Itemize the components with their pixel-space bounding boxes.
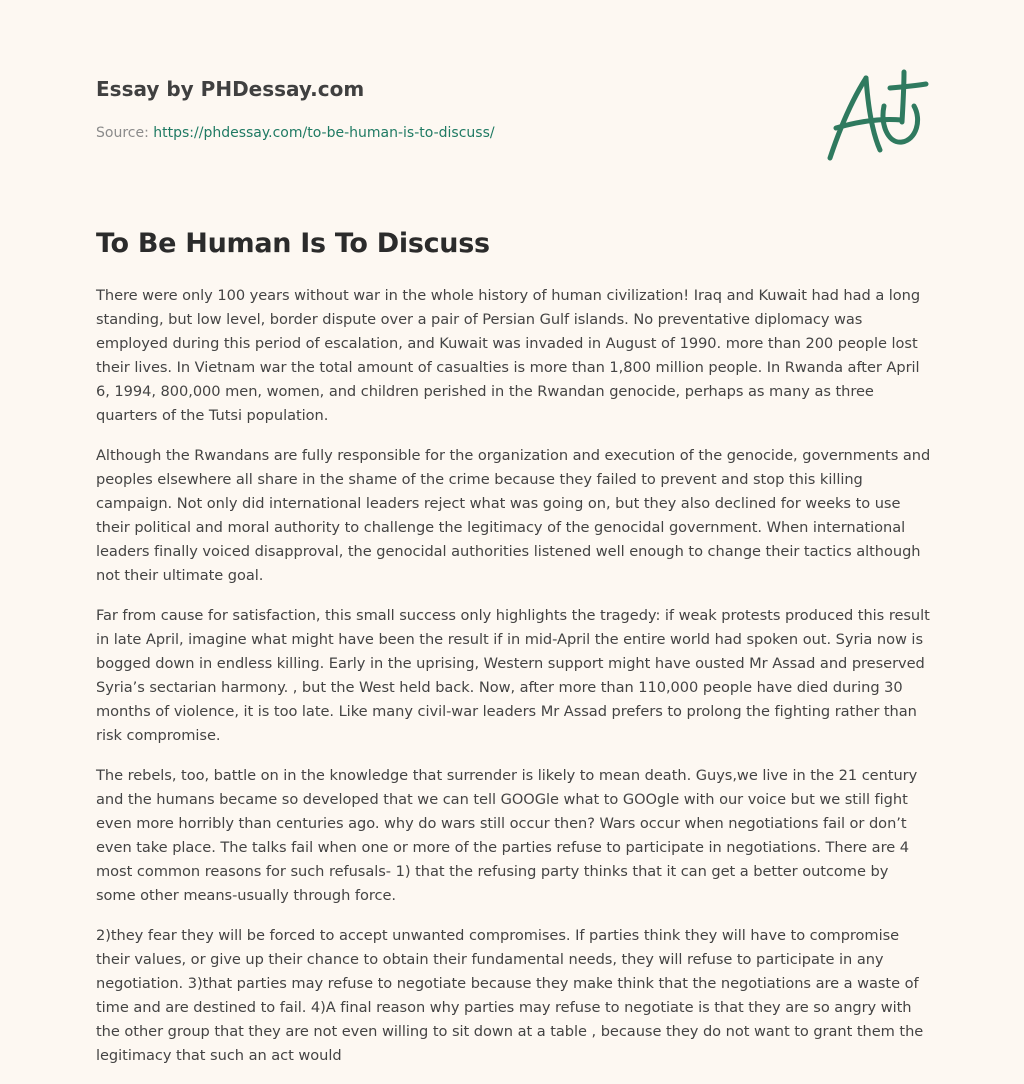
essay-body: [96, 284, 932, 1084]
essay-paragraph: There were only 100 years without war in the whole history of human civilization! Iraq and Kuwait had had a long standing, but low level, border dispute over a pair of Persian Gulf islands. No preventative diplomacy was employed during this period of escalation, and Kuwait was invaded in August of 1990. more than 200 people lost their lives. In Vietnam war the total amount of casualties is more than 1,800 million people. In Rwanda after April 6, 1994, 800,000 men, women, and children perished in the Rwandan genocide, perhaps as many as three quarters of the Tutsi population.: [96, 287, 921, 424]
essay-title: To Be Human Is To Discuss: [96, 228, 490, 259]
page-header: [96, 74, 736, 144]
essay-paragraph: Far from cause for satisfaction, this small success only highlights the tragedy: if weak protests produced this result in late April, imagine what might have been the result if in mid-April the entire world had spoken out. Syria now is bogged down in endless killing. Early in the uprising, Western support might have ousted Mr Assad and preserved Syria’s sectarian harmony. , but the West held back. Now, after more than 110,000 people have died during 30 months of violence, it is too late. Like many civil-war leaders Mr Assad prefers to prolong the fighting rather than risk compromise.: [96, 607, 930, 744]
essay-paragraph: 2)they fear they will be forced to accept unwanted compromises. If parties think they will have to compromise their values, or give up their chance to obtain their fundamental needs, they will refuse to participate in any negotiation. 3)that parties may refuse to negotiate because they make think that the negotiations are a waste of time and are destined to fail. 4)A final reason why parties may refuse to negotiate is that they are so angry with the other group that they are not even willing to sit down at a table , because they do not want to grant them the legitimacy that such an act would: [96, 927, 924, 1064]
site-title: Essay by PHDessay.com: [96, 77, 365, 101]
a-plus-logo-icon: [818, 66, 930, 166]
essay-paragraph: The rebels, too, battle on in the knowledge that surrender is likely to mean death. Guys,we live in the 21 century and the humans became so developed that we can tell GOOGle what to GOOgle with our voice but we still fight even more horribly than centuries ago. why do wars still occur then? Wars occur when negotiations fail or don’t even take place. The talks fail when one or more of the parties refuse to participate in negotiations. There are 4 most common reasons for such refusals- 1) that the refusing party thinks that it can get a better outcome by some other means-usually through force.: [96, 767, 918, 904]
source-link[interactable]: https://phdessay.com/to-be-human-is-to-discuss/: [153, 125, 495, 141]
essay-paragraph: Although the Rwandans are fully responsible for the organization and execution of the genocide, governments and peoples elsewhere all share in the shame of the crime because they failed to prevent and stop this killing campaign. Not only did international leaders reject what was going on, but they also declined for weeks to use their political and moral authority to challenge the legitimacy of the genocidal government. When international leaders finally voiced disapproval, the genocidal authorities listened well enough to change their tactics although not their ultimate goal.: [96, 447, 931, 584]
source-label: Source:: [96, 125, 149, 141]
source-line: [96, 122, 736, 144]
